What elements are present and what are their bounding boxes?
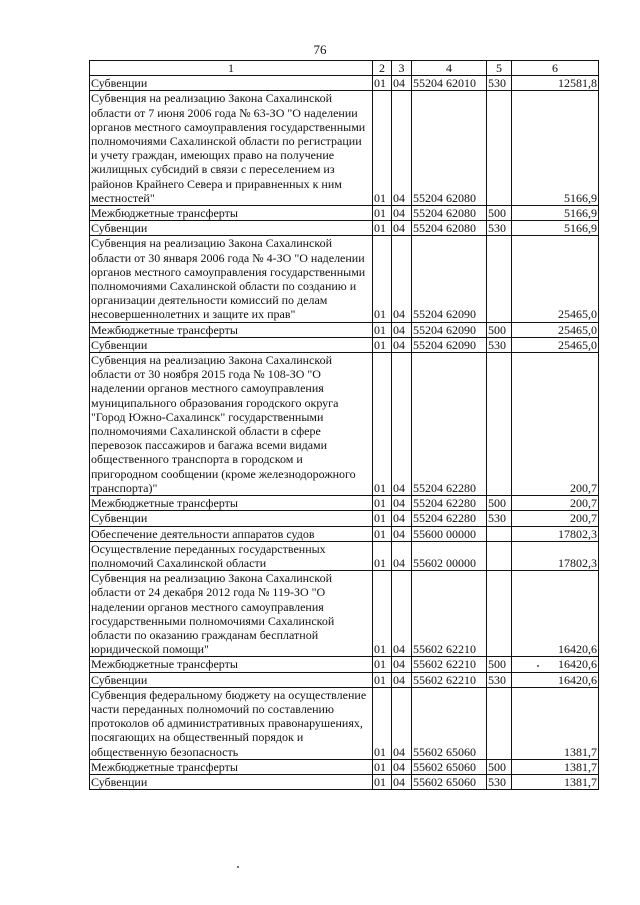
row-section: 01: [373, 236, 392, 322]
row-name: Субвенции: [90, 76, 373, 91]
row-target-item: 55602 62210: [412, 672, 487, 687]
row-target-item: 55204 62280: [412, 511, 487, 526]
row-section: 01: [373, 91, 392, 206]
row-amount: 5166,9: [512, 91, 599, 206]
row-target-item: 55204 62090: [412, 337, 487, 352]
table-row: [90, 206, 599, 221]
row-target-item: 55204 62280: [412, 353, 487, 496]
table-row: [90, 337, 599, 352]
row-subsection: 04: [392, 526, 412, 541]
row-expense-type: 530: [487, 672, 512, 687]
row-section: 01: [373, 206, 392, 221]
row-target-item: 55204 62090: [412, 236, 487, 322]
row-name: Субвенции: [90, 672, 373, 687]
header-row: [90, 61, 599, 76]
row-name: Межбюджетные трансферты: [90, 759, 373, 774]
row-name: Субвенция на реализацию Закона Сахалинской области от 7 июня 2006 года № 63-ЗО "О наделении органов местного самоуправления государственными полномочиями Сахалинской области по регистрации и учету граждан, имеющих право на получение жилищных субсидий в связи с переселением из районов Крайнего Севера и приравненных к ним местностей": [90, 91, 373, 206]
row-target-item: 55602 65060: [412, 759, 487, 774]
table-row: [90, 541, 599, 570]
row-section: 01: [373, 496, 392, 511]
row-amount: 25465,0: [512, 236, 599, 322]
row-amount: 200,7: [512, 511, 599, 526]
row-expense-type: 530: [487, 511, 512, 526]
table-row: [90, 657, 599, 672]
row-name: Субвенция федеральному бюджету на осуществление части переданных полномочий по составлению протоколов об административных правонарушениях, посягающих на общественный порядок и общественную безопасность: [90, 687, 373, 759]
row-section: 01: [373, 353, 392, 496]
row-expense-type: 500: [487, 322, 512, 337]
row-name: Межбюджетные трансферты: [90, 206, 373, 221]
table-row: [90, 236, 599, 322]
table-row: [90, 526, 599, 541]
row-target-item: 55204 62090: [412, 322, 487, 337]
row-name: Субвенция на реализацию Закона Сахалинской области от 30 января 2006 года № 4-ЗО "О наделении органов местного самоуправления государственными полномочиями Сахалинской области по созданию и организации деятельности комиссий по делам несовершеннолетних и защите их прав": [90, 236, 373, 322]
row-subsection: 04: [392, 541, 412, 570]
row-section: 01: [373, 541, 392, 570]
row-target-item: 55204 62080: [412, 206, 487, 221]
row-section: 01: [373, 76, 392, 91]
table-row: [90, 687, 599, 759]
row-section: 01: [373, 511, 392, 526]
row-name: Субвенция на реализацию Закона Сахалинской области от 30 ноября 2015 года № 108-ЗО "О наделении органов местного самоуправления муниципального образования городского округа "Город Южно-Сахалинск" государственными полномочиями Сахалинской области в сфере перевозок пассажиров и багажа всеми видами общественного транспорта в городском и пригородном сообщении (кроме железнодорожного транспорта)": [90, 353, 373, 496]
row-expense-type: 530: [487, 221, 512, 236]
row-expense-type: [487, 236, 512, 322]
row-expense-type: 530: [487, 337, 512, 352]
row-amount: 16420,6: [512, 672, 599, 687]
row-expense-type: [487, 526, 512, 541]
row-amount: 17802,3: [512, 526, 599, 541]
row-amount: 1381,7: [512, 759, 599, 774]
row-name: Межбюджетные трансферты: [90, 496, 373, 511]
page-number: 76: [313, 42, 327, 57]
header-col-4: 4: [412, 61, 487, 76]
row-name: Субвенции: [90, 774, 373, 789]
table-row: [90, 221, 599, 236]
row-name: Субвенции: [90, 221, 373, 236]
row-section: 01: [373, 759, 392, 774]
header-col-5: 5: [487, 61, 512, 76]
row-target-item: 55204 62280: [412, 496, 487, 511]
scan-speck: [537, 665, 539, 667]
row-target-item: 55204 62010: [412, 76, 487, 91]
row-subsection: 04: [392, 337, 412, 352]
row-amount: 5166,9: [512, 221, 599, 236]
row-subsection: 04: [392, 496, 412, 511]
row-subsection: 04: [392, 353, 412, 496]
table-row: [90, 759, 599, 774]
row-expense-type: [487, 91, 512, 206]
row-section: 01: [373, 672, 392, 687]
row-expense-type: [487, 687, 512, 759]
header-col-1: 1: [90, 61, 373, 76]
row-name: Межбюджетные трансферты: [90, 657, 373, 672]
row-target-item: 55602 00000: [412, 541, 487, 570]
row-target-item: 55602 65060: [412, 687, 487, 759]
row-name: Субвенции: [90, 337, 373, 352]
row-section: 01: [373, 337, 392, 352]
row-expense-type: 500: [487, 657, 512, 672]
row-subsection: 04: [392, 206, 412, 221]
row-name: Межбюджетные трансферты: [90, 322, 373, 337]
row-subsection: 04: [392, 759, 412, 774]
row-target-item: 55204 62080: [412, 91, 487, 206]
row-subsection: 04: [392, 672, 412, 687]
row-subsection: 04: [392, 322, 412, 337]
row-amount: 16420,6: [512, 571, 599, 657]
row-amount: 16420,6: [512, 657, 599, 672]
row-section: 01: [373, 526, 392, 541]
row-expense-type: 530: [487, 76, 512, 91]
row-subsection: 04: [392, 511, 412, 526]
header-col-2: 2: [373, 61, 392, 76]
row-name: Обеспечение деятельности аппаратов судов: [90, 526, 373, 541]
row-expense-type: 500: [487, 496, 512, 511]
table-row: [90, 496, 599, 511]
row-section: 01: [373, 571, 392, 657]
row-subsection: 04: [392, 571, 412, 657]
row-target-item: 55602 65060: [412, 774, 487, 789]
row-amount: 200,7: [512, 353, 599, 496]
header-col-3: 3: [392, 61, 412, 76]
row-subsection: 04: [392, 91, 412, 206]
row-amount: 1381,7: [512, 687, 599, 759]
table-row: [90, 511, 599, 526]
row-target-item: 55602 62210: [412, 657, 487, 672]
row-expense-type: [487, 353, 512, 496]
row-amount: 12581,8: [512, 76, 599, 91]
table-row: [90, 571, 599, 657]
row-amount: 17802,3: [512, 541, 599, 570]
row-subsection: 04: [392, 76, 412, 91]
header-col-6: 6: [512, 61, 599, 76]
row-name: Субвенции: [90, 511, 373, 526]
row-name: Субвенция на реализацию Закона Сахалинской области от 24 декабря 2012 года № 119-ЗО "О наделении органов местного самоуправления государственными полномочиями Сахалинской области по оказанию гражданам бесплатной юридической помощи": [90, 571, 373, 657]
row-amount: 200,7: [512, 496, 599, 511]
budget-table: [89, 60, 599, 790]
row-target-item: 55600 00000: [412, 526, 487, 541]
table-row: [90, 91, 599, 206]
row-amount: 5166,9: [512, 206, 599, 221]
row-subsection: 04: [392, 221, 412, 236]
row-amount: 25465,0: [512, 337, 599, 352]
row-subsection: 04: [392, 687, 412, 759]
table-row: [90, 774, 599, 789]
row-section: 01: [373, 657, 392, 672]
row-target-item: 55204 62080: [412, 221, 487, 236]
row-section: 01: [373, 322, 392, 337]
row-name: Осуществление переданных государственных полномочий Сахалинской области: [90, 541, 373, 570]
row-expense-type: 500: [487, 206, 512, 221]
row-section: 01: [373, 221, 392, 236]
row-subsection: 04: [392, 236, 412, 322]
scan-speck: [237, 866, 239, 868]
row-section: 01: [373, 774, 392, 789]
table-row: [90, 76, 599, 91]
row-amount: 25465,0: [512, 322, 599, 337]
table-row: [90, 672, 599, 687]
row-target-item: 55602 62210: [412, 571, 487, 657]
row-subsection: 04: [392, 774, 412, 789]
row-expense-type: [487, 541, 512, 570]
table-row: [90, 322, 599, 337]
row-expense-type: 500: [487, 759, 512, 774]
row-expense-type: [487, 571, 512, 657]
row-subsection: 04: [392, 657, 412, 672]
table-row: [90, 353, 599, 496]
row-section: 01: [373, 687, 392, 759]
row-amount: 1381,7: [512, 774, 599, 789]
row-expense-type: 530: [487, 774, 512, 789]
